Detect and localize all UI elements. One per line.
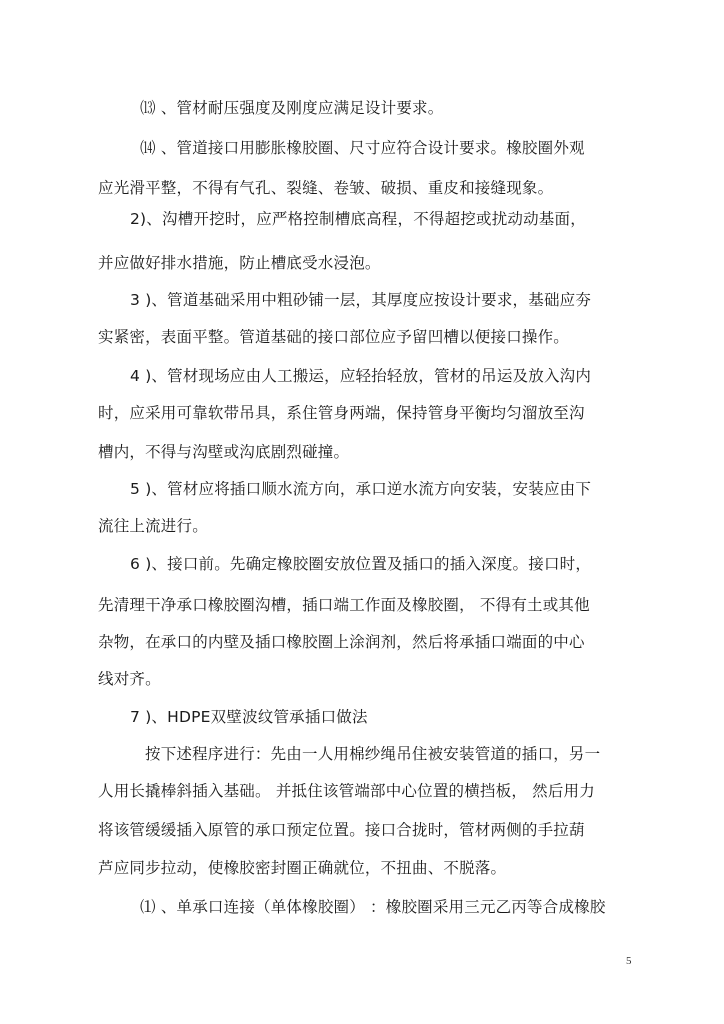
text-line: 线对齐。 [98,670,161,688]
text-line: 按下述程序进行：先由一人用棉纱绳吊住被安装管道的插口，另一 [145,745,601,763]
text-line: 4 )、管材现场应由人工搬运，应轻抬轻放，管材的吊运及放入沟内 [130,367,592,385]
text-line: 芦应同步拉动，使橡胶密封圈正确就位，不扭曲、不脱落。 [98,859,507,877]
text-line: ⒀ 、管材耐压强度及刚度应满足设计要求。 [140,99,444,117]
text-line: 7 )、HDPE双壁波纹管承插口做法 [130,708,368,726]
text-line: 将该管缓缓插入原管的承口预定位置。接口合拢时，管材两侧的手拉葫 [98,821,585,839]
text-line: 流往上流进行。 [98,517,208,535]
text-line: 槽内，不得与沟壁或沟底剧烈碰撞。 [98,443,350,461]
text-line: 5 )、管材应将插口顺水流方向，承口逆水流方向安装，安装应由下 [130,480,592,498]
text-line: 2)、沟槽开挖时，应严格控制槽底高程，不得超挖或扰动动基面， [130,210,586,228]
text-line: ⒁ 、管道接口用膨胀橡胶圈、尺寸应符合设计要求。橡胶圈外观 [140,139,585,157]
page-number: 5 [626,955,632,967]
text-line: 实紧密，表面平整。管道基础的接口部位应予留凹槽以便接口操作。 [98,328,570,346]
text-line: ⑴ 、单承口连接（单体橡胶圈） ：橡胶圈采用三元乙丙等合成橡胶 [140,898,606,916]
text-line: 人用长撬棒斜插入基础。 并抵住该管端部中心位置的横挡板， 然后用力 [98,782,595,800]
text-line: 并应做好排水措施，防止槽底受水浸泡。 [98,254,381,272]
text-line: 时，应采用可靠软带吊具，系住管身两端，保持管身平衡均匀溜放至沟 [98,404,585,422]
text-line: 应光滑平整，不得有气孔、裂缝、卷皱、破损、重皮和接缝现象。 [98,179,554,197]
text-line: 杂物，在承口的内壁及插口橡胶圈上涂润剂，然后将承插口端面的中心 [98,633,585,651]
text-line: 6 )、接口前。先确定橡胶圈安放位置及插口的插入深度。接口时， [130,555,592,573]
text-line: 3 )、管道基础采用中粗砂铺一层，其厚度应按设计要求，基础应夯 [130,291,592,309]
text-line: 先清理干净承口橡胶圈沟槽，插口端工作面及橡胶圈， 不得有土或其他 [98,596,590,614]
